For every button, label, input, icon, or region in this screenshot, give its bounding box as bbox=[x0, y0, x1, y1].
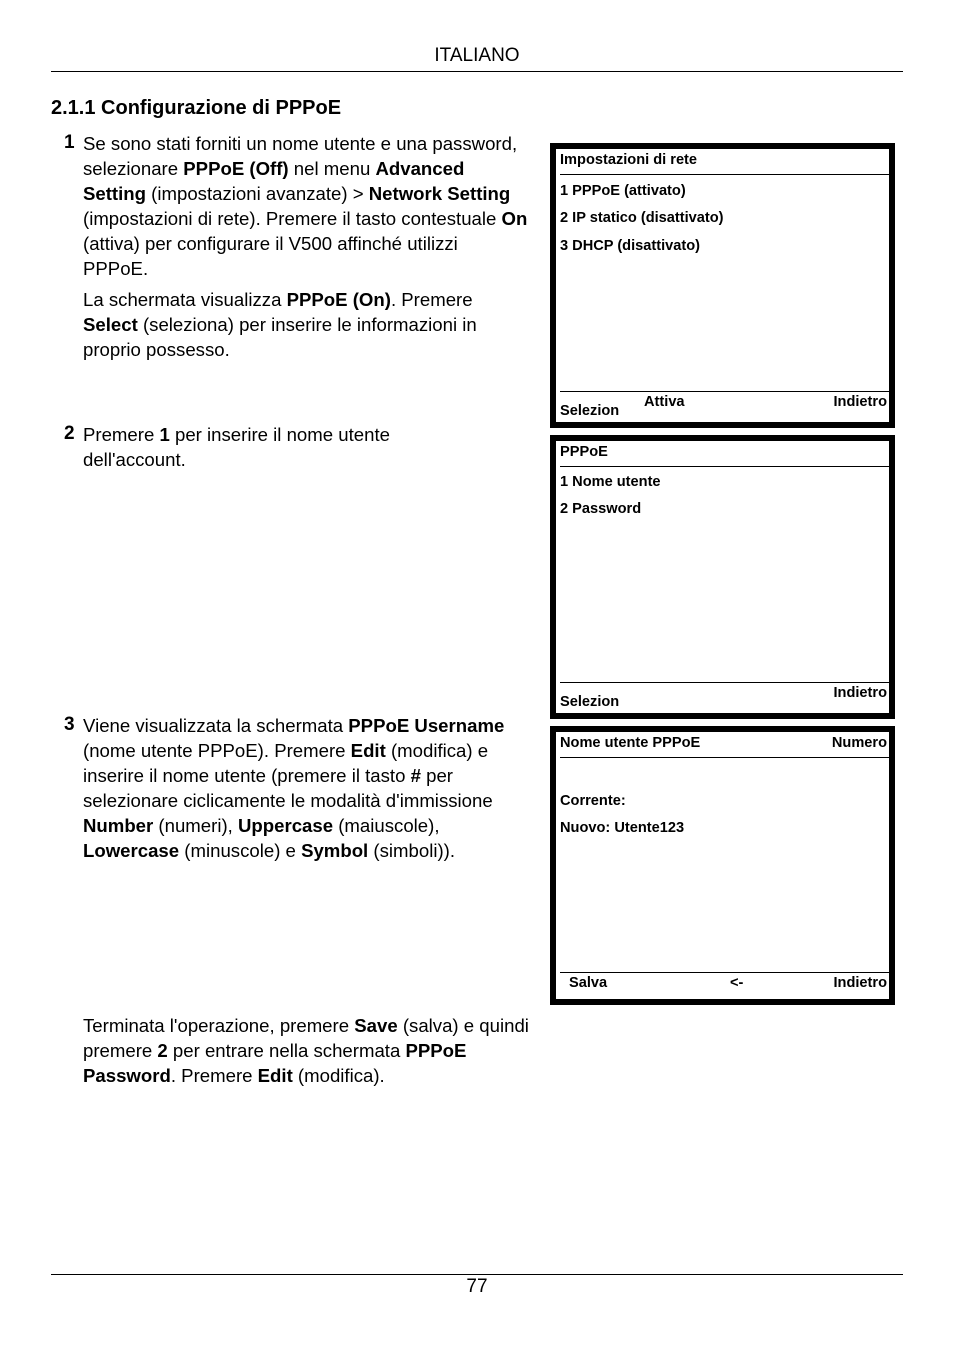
softkey-back[interactable]: Indietro bbox=[833, 394, 887, 410]
softkey-select[interactable]: Selezion bbox=[560, 694, 620, 710]
step-number: 2 bbox=[64, 423, 75, 444]
bold-term: 2 bbox=[157, 1040, 168, 1061]
bold-term: PPPoE Username bbox=[348, 715, 505, 736]
section-title: 2.1.1 Configurazione di PPPoE bbox=[51, 97, 342, 119]
screen-title: Impostazioni di rete bbox=[560, 149, 889, 175]
softkey-back[interactable]: Indietro bbox=[833, 685, 887, 701]
bold-term: 1 bbox=[159, 424, 170, 445]
current-username-label: Corrente: bbox=[560, 793, 626, 809]
step-number: 1 bbox=[64, 132, 75, 153]
page-number: 77 bbox=[466, 1276, 488, 1297]
bold-term: Select bbox=[83, 314, 138, 335]
header-divider bbox=[51, 71, 903, 72]
softkey-back[interactable]: Indietro bbox=[833, 975, 887, 991]
bold-term: Edit bbox=[350, 740, 386, 761]
menu-item-username[interactable]: 1 Nome utente bbox=[560, 474, 661, 490]
menu-item-dhcp[interactable]: 3 DHCP (disattivato) bbox=[560, 238, 701, 254]
bold-term: Uppercase bbox=[237, 815, 334, 836]
softkey-bar bbox=[560, 972, 889, 999]
phone-screen-pppoe-username bbox=[550, 726, 895, 1005]
bold-term: Edit bbox=[257, 1065, 293, 1086]
bold-term: Save bbox=[354, 1015, 398, 1036]
softkey-bar bbox=[560, 391, 889, 422]
input-mode-indicator: Numero bbox=[831, 735, 887, 751]
softkey-save[interactable]: Salva bbox=[569, 975, 608, 991]
bold-term: On bbox=[501, 208, 528, 229]
footer-divider bbox=[51, 1274, 903, 1275]
bold-term: Network Setting bbox=[368, 183, 511, 204]
softkey-activate[interactable]: Attiva bbox=[644, 394, 685, 410]
bold-term: PPPoE Password bbox=[83, 1040, 467, 1086]
phone-screen-network-settings bbox=[550, 143, 895, 428]
menu-item-static-ip[interactable]: 2 IP statico (disattivato) bbox=[560, 210, 724, 226]
step-3-paragraph: Viene visualizzata la schermata PPPoE Username (nome utente PPPoE). Premere Edit (modifica) e inserire il nome utente (premere il tasto # per selezionare ciclicamente le modalità d'immissione Number (numeri), Uppercase (maiuscole), Lowercase (minuscole) e Symbol (simboli)). bbox=[83, 715, 505, 861]
bold-term: PPPoE (Off) bbox=[183, 158, 289, 179]
bold-term: Advanced Setting bbox=[83, 158, 465, 204]
bold-term: # bbox=[410, 765, 421, 786]
step-1-paragraph-2: La schermata visualizza PPPoE (On). Premere Select (seleziona) per inserire le informazioni in proprio possesso. bbox=[83, 289, 477, 360]
softkey-select[interactable]: Selezion bbox=[560, 403, 620, 419]
bold-term: Lowercase bbox=[83, 840, 180, 861]
softkey-backspace[interactable]: <- bbox=[730, 975, 744, 991]
menu-item-pppoe[interactable]: 1 PPPoE (attivato) bbox=[560, 183, 686, 199]
screen-title: PPPoE bbox=[560, 441, 889, 467]
phone-screen-pppoe bbox=[550, 435, 895, 719]
step-2-paragraph: Premere 1 per inserire il nome utente dell'account. bbox=[83, 424, 390, 470]
bold-term: Number bbox=[83, 815, 154, 836]
menu-item-password[interactable]: 2 Password bbox=[560, 501, 642, 517]
bold-term: PPPoE (On) bbox=[286, 289, 391, 310]
bold-term: Symbol bbox=[301, 840, 369, 861]
softkey-bar bbox=[560, 682, 889, 713]
screen-title: Nome utente PPPoE Numero bbox=[560, 732, 889, 758]
step-number: 3 bbox=[64, 714, 75, 735]
new-username-field[interactable]: Nuovo: Utente123 bbox=[560, 820, 685, 836]
closing-paragraph: Terminata l'operazione, premere Save (salva) e quindi premere 2 per entrare nella schermata PPPoE Password. Premere Edit (modifica). bbox=[83, 1015, 529, 1086]
language-header: ITALIANO bbox=[434, 45, 520, 66]
step-1-paragraph-1: Se sono stati forniti un nome utente e una password, selezionare PPPoE (Off) nel menu Advanced Setting (impostazioni avanzate) > Network Setting (impostazioni di rete). Premere il tasto contestuale On (attiva) per configurare il V500 affinché utilizzi PPPoE. bbox=[83, 133, 528, 279]
